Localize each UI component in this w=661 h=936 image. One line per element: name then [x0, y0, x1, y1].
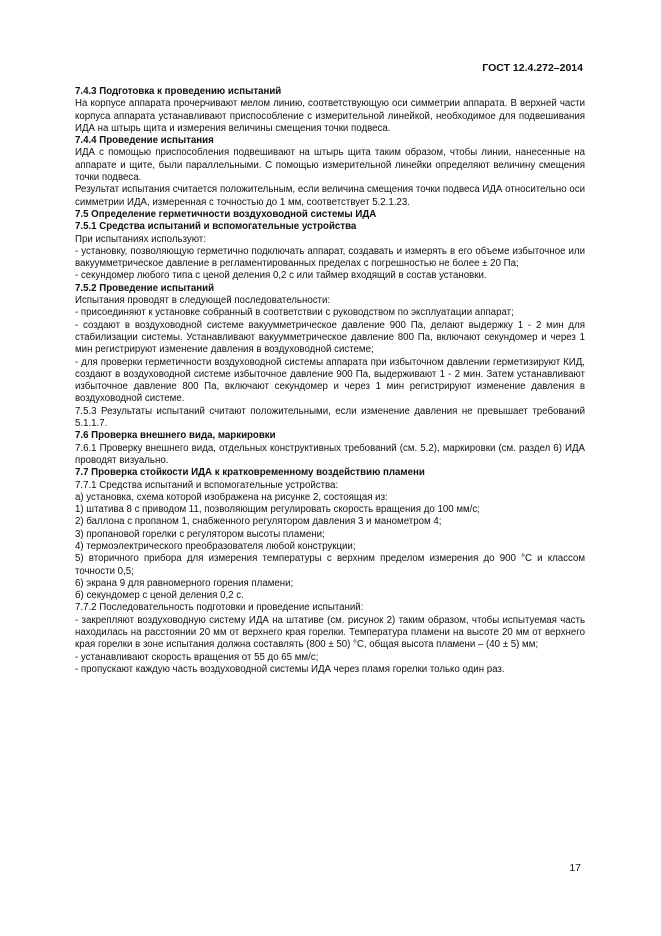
paragraph: - пропускают каждую часть воздуховодной системы ИДА через пламя горелки только один раз. [75, 663, 505, 675]
paragraph: 1) штатива 8 с приводом 11, позволяющим регулировать скорость вращения до 100 мм/с; [75, 504, 480, 516]
paragraph: 2) баллона с пропаном 1, снабженного регулятором давления 3 и манометром 4; [75, 516, 442, 528]
paragraph: 5) вторичного прибора для измерения температуры с верхним пределом измерения до 900 °С и классом точности 0,5; [75, 553, 585, 577]
paragraph: - присоединяют к установке собранный в соответствии с руководством по эксплуатации аппарат; [75, 307, 514, 319]
paragraph: 3) пропановой горелки с регулятором высоты пламени; [75, 528, 325, 540]
paragraph: - устанавливают скорость вращения от 55 до 65 мм/с; [75, 651, 319, 663]
paragraph: На корпусе аппарата прочерчивают мелом линию, соответствующую оси симметрии аппарата. В верхней части корпуса аппарата устанавливают приспособление с измерительной линейкой, необходимое для подвешивания ИДА на штырь щита и измерения величины смещения точки подвеса. [75, 98, 585, 134]
paragraph: - создают в воздуховодной системе вакуумметрическое давление 900 Па, делают выдержку 1 - 2 мин для стабилизации системы. Устанавливают вакуумметрическое давление 800 Па, включают секундомер и через 1 мин регистрируют изменение давления в воздуховодной системе; [75, 319, 585, 356]
paragraph: ИДА с помощью приспособления подвешивают на штырь щита таким образом, чтобы линии, нанесенные на аппарате и щите, были параллельными. С помощью измерительной линейки определяют величину смещения точки подвеса. [75, 147, 585, 184]
paragraph: - секундомер любого типа с ценой деления 0,2 с или таймер входящий в состав установки. [75, 270, 487, 282]
paragraph: б) секундомер с ценой деления 0,2 с. [75, 590, 244, 602]
paragraph: 7.5.3 Результаты испытаний считают положительными, если изменение давления не превышает требований 5.1.1.7. [75, 405, 585, 430]
section-heading: 7.4.4 Проведение испытания [75, 135, 214, 147]
section-heading: 7.7 Проверка стойкости ИДА к кратковременному воздействию пламени [75, 467, 425, 479]
paragraph: а) установка, схема которой изображена на рисунке 2, состоящая из: [75, 491, 388, 503]
page-number: 17 [569, 862, 581, 874]
section-heading: 7.5.1 Средства испытаний и вспомогательные устройства [75, 221, 357, 233]
standard-header: ГОСТ 12.4.272–2014 [482, 62, 583, 74]
paragraph: Испытания проводят в следующей последовательности: [75, 295, 331, 307]
paragraph: 7.7.1 Средства испытаний и вспомогательные устройства: [75, 479, 339, 491]
section-heading: 7.4.3 Подготовка к проведению испытаний [75, 86, 282, 97]
section-heading: 7.5.2 Проведение испытаний [75, 282, 215, 294]
section-heading: 7.6 Проверка внешнего вида, маркировки [75, 430, 276, 442]
paragraph: - для проверки герметичности воздуховодной системы аппарата при избыточном давлении герметизируют КИД, создают в воздуховодной системе избыточное давление 900 Па, выдерживают 1 - 2 мин. Затем устанавливают избыточное давление 800 Па, включают секундомер и через 1 мин регистрируют изменение давления в воздуховодной системе. [75, 356, 585, 405]
paragraph: 6) экрана 9 для равномерного горения пламени; [75, 577, 294, 589]
paragraph: 7.6.1 Проверку внешнего вида, отдельных конструктивных требований (см. 5.2), маркировки (см. раздел 6) ИДА проводят визуально. [75, 442, 585, 466]
paragraph: 4) термоэлектрического преобразователя любой конструкции; [75, 540, 356, 552]
paragraph: 7.7.2 Последовательность подготовки и проведение испытаний: [75, 602, 364, 614]
paragraph: При испытаниях используют: [75, 233, 206, 245]
section-heading: 7.5 Определение герметичности воздуховодной системы ИДА [75, 208, 377, 220]
paragraph: Результат испытания считается положительным, если величина смещения точки подвеса ИДА относительно оси симметрии ИДА, измеренная с точностью до 1 мм, соответствует 5.2.1.23. [75, 184, 585, 208]
document-body [75, 86, 585, 676]
paragraph: - установку, позволяющую герметично подключать аппарат, создавать и измерять в его объеме избыточное или вакуумметрическое давление в регламентированных пределах с погрешностью не более ± 20 Па; [75, 245, 585, 270]
paragraph: - закрепляют воздуховодную систему ИДА на штативе (см. рисунок 2) таким образом, чтобы испытуемая часть находилась на расстоянии 20 мм от верхнего края горелки. Температура пламени на высоте 20 мм от верхнего края горелки в зоне испытания должна составлять (800 ± 50) °С, общая высота пламени – (40 ± 5) мм; [75, 614, 585, 651]
